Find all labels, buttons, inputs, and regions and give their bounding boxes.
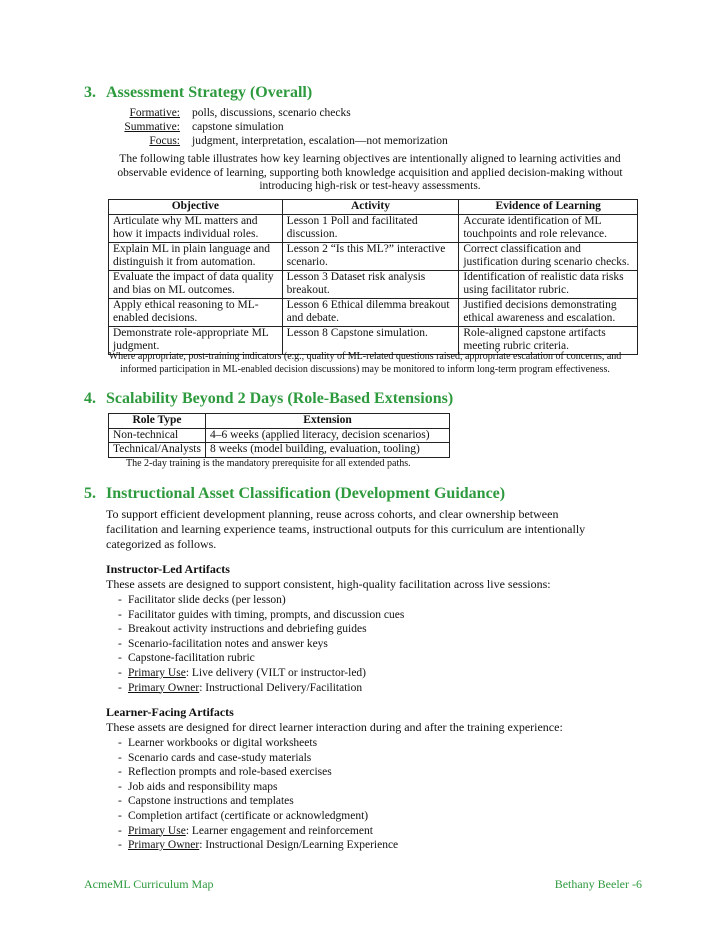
footer-title: AcmeML Curriculum Map xyxy=(84,877,214,891)
table-row xyxy=(109,270,638,298)
table-cell: Non-technical xyxy=(109,428,206,443)
list-item: - Facilitator slide decks (per lesson) xyxy=(118,593,404,608)
list-item: - Reflection prompts and role-based exercises xyxy=(118,765,398,780)
section-5-intro xyxy=(106,507,626,552)
primary-owner-value: : Instructional Delivery/Facilitation xyxy=(199,681,363,694)
intro-line: categorized as follows. xyxy=(106,537,217,551)
intro-line: The following table illustrates how key learning objectives are intentionally aligned to learning activities and xyxy=(119,153,621,165)
table-cell: 8 weeks (model building, evaluation, tooling) xyxy=(205,443,449,458)
table-cell: Technical/Analysts xyxy=(109,443,206,458)
formative-label: Formative: xyxy=(129,107,180,119)
section-4-number: 4. xyxy=(84,390,96,407)
table-row xyxy=(109,242,638,270)
list-item xyxy=(118,824,398,839)
primary-use-value: : Learner engagement and reinforcement xyxy=(185,824,373,837)
table-cell: Identification of realistic data risks using facilitator rubric. xyxy=(459,270,638,298)
alignment-table xyxy=(108,199,638,355)
table-cell: Lesson 3 Dataset risk analysis breakout. xyxy=(282,270,459,298)
learner-facing-list xyxy=(118,736,398,853)
primary-use-value: : Live delivery (VILT or instructor-led) xyxy=(185,666,367,679)
table-row xyxy=(109,443,450,458)
intro-line: observable evidence of learning, supporting both knowledge acquisition and applied decision-making without xyxy=(117,166,623,179)
summative-value: capstone simulation xyxy=(192,121,284,133)
table-header-row xyxy=(109,414,450,429)
table-cell: Correct classification and justification during scenario checks. xyxy=(459,242,638,270)
table-header: Extension xyxy=(205,414,449,429)
section-5-title: Instructional Asset Classification (Development Guidance) xyxy=(106,485,506,502)
table-cell: Accurate identification of ML touchpoints and role relevance. xyxy=(459,214,638,242)
table-cell: Lesson 6 Ethical dilemma breakout and debate. xyxy=(282,298,459,326)
section-4-note: The 2-day training is the mandatory prerequisite for all extended paths. xyxy=(126,458,411,469)
list-item: - Capstone-facilitation rubric xyxy=(118,651,404,666)
list-item: - Completion artifact (certificate or acknowledgment) xyxy=(118,809,398,824)
table-row xyxy=(109,326,638,354)
intro-line: To support efficient development planning, reuse across cohorts, and clear ownership between xyxy=(106,507,559,521)
table-row xyxy=(109,428,450,443)
learner-facing-lead: These assets are designed for direct learner interaction during and after the training experience: xyxy=(106,720,563,734)
instructor-led-heading: Instructor-Led Artifacts xyxy=(106,562,230,576)
primary-owner-label: Primary Owner xyxy=(128,681,200,694)
list-item: - Learner workbooks or digital worksheets xyxy=(118,736,398,751)
section-3-title: Assessment Strategy (Overall) xyxy=(106,84,313,101)
primary-owner-label: Primary Owner xyxy=(128,839,200,852)
table-cell: Articulate why ML matters and how it impacts individual roles. xyxy=(109,214,283,242)
primary-use-label: Primary Use xyxy=(128,824,186,837)
table-cell: Apply ethical reasoning to ML-enabled decisions. xyxy=(109,298,283,326)
section-3-intro xyxy=(100,153,640,194)
section-3-number: 3. xyxy=(84,84,96,101)
table-cell: Role-aligned capstone artifacts meeting rubric criteria. xyxy=(459,326,638,354)
list-item xyxy=(118,838,398,853)
focus-value: judgment, interpretation, escalation—not memorization xyxy=(192,135,448,147)
table-cell: Justified decisions demonstrating ethical awareness and escalation. xyxy=(459,298,638,326)
table-row xyxy=(109,298,638,326)
focus-label: Focus: xyxy=(149,135,180,147)
table-header: Objective xyxy=(109,200,283,215)
section-4-title: Scalability Beyond 2 Days (Role-Based Extensions) xyxy=(106,390,454,407)
table-cell: Demonstrate role-appropriate ML judgment. xyxy=(109,326,283,354)
primary-use-label: Primary Use xyxy=(128,666,186,679)
list-item: - Scenario cards and case-study materials xyxy=(118,751,398,766)
list-item xyxy=(118,666,404,681)
table-header-row xyxy=(109,200,638,215)
extensions-table xyxy=(108,413,450,458)
table-row xyxy=(109,214,638,242)
table-header: Role Type xyxy=(109,414,206,429)
formative-value: polls, discussions, scenario checks xyxy=(192,107,351,119)
section-5-number: 5. xyxy=(84,485,96,502)
section-3-note xyxy=(90,351,640,376)
intro-line: facilitation and learning experience teams, instructional outputs for this curriculum are intentionally xyxy=(106,522,586,536)
note-line: Where appropriate, post-training indicators (e.g., quality of ML-related questions raised, appropriate escalation of concerns, and xyxy=(108,351,622,362)
table-cell: Explain ML in plain language and distinguish it from automation. xyxy=(109,242,283,270)
table-cell: Lesson 2 “Is this ML?” interactive scenario. xyxy=(282,242,459,270)
table-cell: 4–6 weeks (applied literacy, decision scenarios) xyxy=(205,428,449,443)
primary-owner-value: : Instructional Design/Learning Experience xyxy=(199,839,399,852)
intro-line: introducing high-risk or test-heavy assessments. xyxy=(259,180,481,192)
table-cell: Evaluate the impact of data quality and bias on ML outcomes. xyxy=(109,270,283,298)
note-line: informed participation in ML-enabled decision discussions) may be monitored to inform long-term program effectiveness. xyxy=(120,363,610,375)
list-item: - Facilitator guides with timing, prompts, and discussion cues xyxy=(118,608,404,623)
list-item: - Capstone instructions and templates xyxy=(118,794,398,809)
learner-facing-heading: Learner-Facing Artifacts xyxy=(106,705,234,719)
table-cell: Lesson 8 Capstone simulation. xyxy=(282,326,459,354)
table-cell: Lesson 1 Poll and facilitated discussion. xyxy=(282,214,459,242)
section-4-heading xyxy=(84,390,453,408)
table-header: Activity xyxy=(282,200,459,215)
instructor-led-list xyxy=(118,593,404,695)
summative-label: Summative: xyxy=(124,121,180,133)
list-item: - Job aids and responsibility maps xyxy=(118,780,398,795)
list-item: - Scenario-facilitation notes and answer keys xyxy=(118,637,404,652)
list-item xyxy=(118,681,404,696)
table-header: Evidence of Learning xyxy=(459,200,638,215)
list-item: - Breakout activity instructions and debriefing guides xyxy=(118,622,404,637)
section-3-heading xyxy=(84,84,312,102)
footer-page-number: Bethany Beeler -6 xyxy=(554,877,642,891)
instructor-led-lead: These assets are designed to support consistent, high-quality facilitation across live sessions: xyxy=(106,577,551,591)
section-5-heading xyxy=(84,485,505,503)
